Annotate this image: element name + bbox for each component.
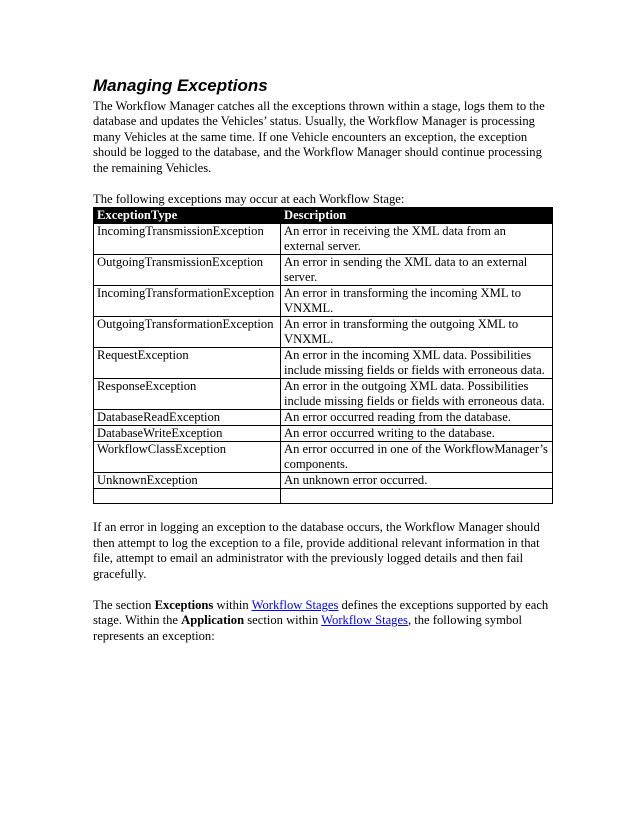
header-exception-type: ExceptionType xyxy=(94,208,281,224)
table-intro: The following exceptions may occur at each Workflow Stage: xyxy=(93,192,405,207)
table-row xyxy=(94,410,553,426)
exception-type-cell: WorkflowClassException xyxy=(94,442,281,473)
exception-type-cell: ResponseException xyxy=(94,379,281,410)
exception-type-cell: DatabaseReadException xyxy=(94,410,281,426)
exception-type-cell: DatabaseWriteException xyxy=(94,426,281,442)
text-span: , the following symbol represents an exception: xyxy=(93,613,522,643)
exception-type-cell: UnknownException xyxy=(94,473,281,489)
final-paragraph xyxy=(93,598,553,644)
exception-type-cell: IncomingTransformationException xyxy=(94,286,281,317)
description-cell: An error in transforming the outgoing XML to VNXML. xyxy=(281,317,553,348)
exception-type-cell: IncomingTransmissionException xyxy=(94,224,281,255)
description-cell: An error occurred in one of the WorkflowManager’s components. xyxy=(281,442,553,473)
exception-type-cell: OutgoingTransmissionException xyxy=(94,255,281,286)
section-heading: Managing Exceptions xyxy=(93,76,268,95)
table-row xyxy=(94,426,553,442)
logging-paragraph: If an error in logging an exception to the database occurs, the Workflow Manager should then attempt to log the exception to a file, provide additional relevant information in that file, attempt to email an administrator with the previously logged details and then fail gracefully. xyxy=(93,520,540,581)
header-description: Description xyxy=(281,208,553,224)
empty-cell xyxy=(94,489,281,504)
empty-cell xyxy=(281,489,553,504)
intro-paragraph: The Workflow Manager catches all the exceptions thrown within a stage, logs them to the database and updates the Vehicles’ status. Usually, the Workflow Manager is processing many Vehicles at the same time. If one Vehicle encounters an exception, the exception should be logged to the database, and the Workflow Manager should continue processing the remaining Vehicles. xyxy=(93,99,545,175)
table-row xyxy=(94,473,553,489)
table-row xyxy=(94,442,553,473)
table-row xyxy=(94,379,553,410)
description-cell: An error in sending the XML data to an external server. xyxy=(281,255,553,286)
description-cell: An error in the outgoing XML data. Possibilities include missing fields or fields with erroneous data. xyxy=(281,379,553,410)
table-row xyxy=(94,317,553,348)
description-cell: An unknown error occurred. xyxy=(281,473,553,489)
exception-type-cell: OutgoingTransformationException xyxy=(94,317,281,348)
workflow-stages-link[interactable]: Workflow Stages xyxy=(251,598,339,613)
description-cell: An error in the incoming XML data. Possibilities include missing fields or fields with erroneous data. xyxy=(281,348,553,379)
description-cell: An error in transforming the incoming XML to VNXML. xyxy=(281,286,553,317)
text-span: The section xyxy=(93,598,155,613)
description-cell: An error occurred writing to the database. xyxy=(281,426,553,442)
table-row xyxy=(94,348,553,379)
text-span: section within xyxy=(244,613,322,628)
exceptions-bold-term: Exceptions xyxy=(154,598,214,613)
table-row xyxy=(94,224,553,255)
description-cell: An error occurred reading from the database. xyxy=(281,410,553,426)
empty-table-row xyxy=(94,489,553,504)
exception-type-cell: RequestException xyxy=(94,348,281,379)
table-header-row xyxy=(94,208,553,224)
table-row xyxy=(94,255,553,286)
application-bold-term: Application xyxy=(181,613,245,628)
text-span: defines the exceptions supported by each stage. Within the xyxy=(93,598,549,628)
workflow-stages-link[interactable]: Workflow Stages xyxy=(321,613,408,628)
exceptions-table xyxy=(93,207,553,504)
document-page xyxy=(93,76,553,644)
text-span: within xyxy=(213,598,252,613)
table-row xyxy=(94,286,553,317)
description-cell: An error in receiving the XML data from an external server. xyxy=(281,224,553,255)
